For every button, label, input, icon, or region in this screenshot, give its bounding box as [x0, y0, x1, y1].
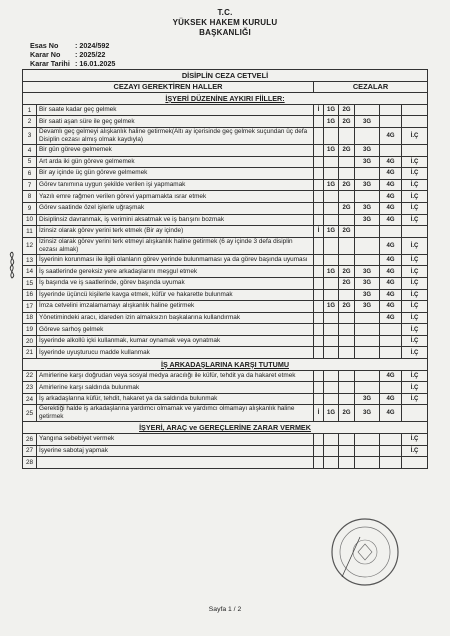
- discipline-penalty-table: [22, 69, 428, 469]
- row-number: 9: [23, 202, 37, 214]
- penalty-cell: 3G: [355, 144, 380, 156]
- table-row: [23, 214, 428, 226]
- row-number: 18: [23, 312, 37, 324]
- penalty-cell: [355, 168, 380, 180]
- penalty-cell: 4G: [380, 214, 402, 226]
- penalty-cell: 2G: [339, 405, 355, 422]
- penalty-cell: [339, 434, 355, 446]
- penalty-cell: [324, 445, 339, 457]
- table-row: [23, 335, 428, 347]
- penalty-cell: İ.Ç: [402, 347, 428, 359]
- penalty-cell: [324, 335, 339, 347]
- penalty-cell: [355, 191, 380, 203]
- offense-text: İş arkadaşlarına küfür, tehdit, hakaret ya da saldırıda bulunmak: [37, 393, 314, 405]
- row-number: 12: [23, 237, 37, 254]
- offense-text: Gerektiği halde iş arkadaşlarına yardımcı olmamak ve yardımcı olmamayı alışkanlık haline getirmek: [37, 405, 314, 422]
- row-number: 3: [23, 127, 37, 144]
- section-header-row: [23, 422, 428, 434]
- penalty-cell: İ: [314, 405, 324, 422]
- row-number: 27: [23, 445, 37, 457]
- table-row: [23, 434, 428, 446]
- row-number: 7: [23, 179, 37, 191]
- table-row: [23, 445, 428, 457]
- section-title: İŞYERİ, ARAÇ ve GEREÇLERİNE ZARAR VERMEK: [23, 422, 428, 434]
- row-number: 13: [23, 254, 37, 266]
- offense-text: Bir saati aşan süre ile geç gelmek: [37, 116, 314, 128]
- penalty-cell: [324, 214, 339, 226]
- penalty-cell: [314, 457, 324, 469]
- offense-text: İş saatlerinde gereksiz yere arkadaşlarını meşgul etmek: [37, 266, 314, 278]
- penalty-cell: [339, 168, 355, 180]
- penalty-cell: 1G: [324, 104, 339, 116]
- penalty-cell: 4G: [380, 179, 402, 191]
- penalty-cell: 4G: [380, 370, 402, 382]
- penalty-cell: 4G: [380, 289, 402, 301]
- penalty-cell: İ.Ç: [402, 179, 428, 191]
- row-number: 25: [23, 405, 37, 422]
- penalty-cell: 3G: [355, 289, 380, 301]
- penalty-cell: İ.Ç: [402, 168, 428, 180]
- penalty-cell: [324, 382, 339, 394]
- penalty-cell: 3G: [355, 393, 380, 405]
- offense-text: Art arda iki gün göreve gelmemek: [37, 156, 314, 168]
- penalty-cell: [339, 191, 355, 203]
- penalty-cell: İ.Ç: [402, 266, 428, 278]
- penalty-cell: [339, 254, 355, 266]
- header-tc: T.C.: [217, 8, 233, 17]
- table-row: [23, 324, 428, 336]
- table-title: DİSİPLİN CEZA CETVELİ: [23, 70, 428, 82]
- penalty-cell: İ.Ç: [402, 254, 428, 266]
- table-row: [23, 393, 428, 405]
- offense-text: İşyerinde uyuşturucu madde kullanmak: [37, 347, 314, 359]
- penalty-cell: 4G: [380, 254, 402, 266]
- penalty-cell: 1G: [324, 144, 339, 156]
- header-dept: BAŞKANLIĞI: [199, 28, 251, 37]
- offense-text: İmza cetvelini imzalamamayı alışkanlık haline getirmek: [37, 301, 314, 313]
- penalty-cell: [355, 434, 380, 446]
- penalty-cell: İ.Ç: [402, 289, 428, 301]
- penalty-cell: [324, 347, 339, 359]
- penalty-cell: [314, 335, 324, 347]
- penalty-cell: 3G: [355, 214, 380, 226]
- penalty-cell: [339, 382, 355, 394]
- penalty-cell: İ.Ç: [402, 277, 428, 289]
- row-number: 26: [23, 434, 37, 446]
- penalty-cell: [339, 156, 355, 168]
- penalty-cell: [339, 393, 355, 405]
- penalty-cell: [314, 144, 324, 156]
- row-number: 20: [23, 335, 37, 347]
- penalty-cell: 2G: [339, 116, 355, 128]
- section-header-row: [23, 93, 428, 105]
- penalty-cell: İ: [314, 104, 324, 116]
- penalty-cell: [314, 254, 324, 266]
- offense-text: Göreve sarhoş gelmek: [37, 324, 314, 336]
- penalty-cell: [324, 370, 339, 382]
- penalty-cell: [339, 214, 355, 226]
- penalty-cell: [314, 179, 324, 191]
- penalty-cell: İ: [314, 226, 324, 238]
- penalty-cell: [380, 434, 402, 446]
- offense-text: Amirlerine karşı doğrudan veya sosyal medya aracılığı ile küfür, tehdit ya da hakaret etmek: [37, 370, 314, 382]
- penalty-cell: 2G: [339, 104, 355, 116]
- penalty-cell: İ.Ç: [402, 434, 428, 446]
- penalty-cell: [339, 237, 355, 254]
- penalty-cell: [355, 312, 380, 324]
- row-number: 11: [23, 226, 37, 238]
- table-row: [23, 104, 428, 116]
- penalty-cell: [314, 324, 324, 336]
- penalty-cell: [355, 335, 380, 347]
- penalty-cell: [380, 226, 402, 238]
- section-title: İŞYERİ DÜZENİNE AYKIRI FİİLLER:: [23, 93, 428, 105]
- offense-text: Yönetimindeki aracı, idareden izin almaksızın başkalarına kullandırmak: [37, 312, 314, 324]
- penalty-cell: 3G: [355, 156, 380, 168]
- penalty-cell: [355, 254, 380, 266]
- offense-text: [37, 457, 314, 469]
- offense-text: İzinsiz olarak görev yerini terk etmek (Bir ay içinde): [37, 226, 314, 238]
- table-row: [23, 277, 428, 289]
- row-number: 1: [23, 104, 37, 116]
- penalty-cell: İ.Ç: [402, 370, 428, 382]
- penalty-cell: 1G: [324, 405, 339, 422]
- penalty-cell: 3G: [355, 301, 380, 313]
- penalty-cell: İ.Ç: [402, 335, 428, 347]
- penalty-cell: [314, 445, 324, 457]
- penalty-cell: [339, 347, 355, 359]
- penalty-cell: [402, 116, 428, 128]
- offense-text: Görev tanımına uygun şekilde verilen işi yapmamak: [37, 179, 314, 191]
- penalty-cell: [380, 335, 402, 347]
- meta-karar: Karar No : 2025/22: [30, 50, 106, 59]
- penalty-cell: [324, 393, 339, 405]
- penalty-cell: [339, 127, 355, 144]
- penalty-cell: [324, 127, 339, 144]
- handwritten-signature: [4, 250, 20, 280]
- penalty-cell: İ.Ç: [402, 237, 428, 254]
- penalty-cell: [380, 144, 402, 156]
- table-row: [23, 289, 428, 301]
- penalty-cell: 2G: [339, 266, 355, 278]
- col-header-left: CEZAYI GEREKTİREN HALLER: [23, 81, 314, 93]
- penalty-cell: [339, 312, 355, 324]
- table-row: [23, 370, 428, 382]
- penalty-cell: [355, 226, 380, 238]
- penalty-cell: [324, 202, 339, 214]
- penalty-cell: 3G: [355, 266, 380, 278]
- penalty-cell: 4G: [380, 237, 402, 254]
- penalty-cell: [355, 457, 380, 469]
- penalty-cell: İ.Ç: [402, 301, 428, 313]
- penalty-cell: 4G: [380, 168, 402, 180]
- row-number: 5: [23, 156, 37, 168]
- row-number: 16: [23, 289, 37, 301]
- penalty-cell: 4G: [380, 202, 402, 214]
- penalty-cell: [324, 457, 339, 469]
- row-number: 4: [23, 144, 37, 156]
- table-row: [23, 226, 428, 238]
- page-number: Sayfa 1 / 2: [208, 606, 242, 613]
- offense-text: İşyerine sabotaj yapmak: [37, 445, 314, 457]
- penalty-cell: [324, 254, 339, 266]
- row-number: 14: [23, 266, 37, 278]
- penalty-cell: [339, 445, 355, 457]
- offense-text: Disiplinsiz davranmak, iş verimini aksatmak ve iş barışını bozmak: [37, 214, 314, 226]
- table-row: [23, 116, 428, 128]
- penalty-cell: [402, 104, 428, 116]
- penalty-cell: 1G: [324, 226, 339, 238]
- table-row: [23, 312, 428, 324]
- penalty-cell: [402, 405, 428, 422]
- offense-text: Bir saate kadar geç gelmek: [37, 104, 314, 116]
- header-org: YÜKSEK HAKEM KURULU: [172, 18, 278, 27]
- penalty-cell: [314, 382, 324, 394]
- penalty-cell: [380, 382, 402, 394]
- row-number: 15: [23, 277, 37, 289]
- row-number: 17: [23, 301, 37, 313]
- row-number: 21: [23, 347, 37, 359]
- row-number: 10: [23, 214, 37, 226]
- penalty-cell: [402, 144, 428, 156]
- table-row: [23, 347, 428, 359]
- penalty-cell: 4G: [380, 127, 402, 144]
- table-row: [23, 382, 428, 394]
- penalty-cell: İ.Ç: [402, 445, 428, 457]
- penalty-cell: [402, 457, 428, 469]
- offense-text: İzinsiz olarak görev yerini terk etmeyi alışkanlık haline getirmek (6 ay içinde 3 defa disiplin cezası almak): [37, 237, 314, 254]
- penalty-cell: [324, 289, 339, 301]
- table-row: [23, 144, 428, 156]
- penalty-cell: [380, 104, 402, 116]
- penalty-cell: 2G: [339, 226, 355, 238]
- penalty-cell: 4G: [380, 277, 402, 289]
- offense-text: Bir ay içinde üç gün göreve gelmemek: [37, 168, 314, 180]
- penalty-cell: [380, 445, 402, 457]
- table-row: [23, 191, 428, 203]
- penalty-cell: 4G: [380, 301, 402, 313]
- penalty-cell: 2G: [339, 277, 355, 289]
- section-header-row: [23, 359, 428, 371]
- offense-text: Amirlerine karşı saldırıda bulunmak: [37, 382, 314, 394]
- penalty-cell: [324, 324, 339, 336]
- table-row: [23, 202, 428, 214]
- penalty-cell: [339, 324, 355, 336]
- penalty-cell: [339, 335, 355, 347]
- penalty-cell: [339, 457, 355, 469]
- offense-text: İş başında ve iş saatlerinde, görev başında uyumak: [37, 277, 314, 289]
- penalty-cell: [314, 277, 324, 289]
- penalty-cell: [314, 202, 324, 214]
- penalty-cell: [355, 382, 380, 394]
- table-row: [23, 405, 428, 422]
- penalty-cell: [314, 191, 324, 203]
- penalty-cell: [324, 434, 339, 446]
- penalty-cell: [324, 191, 339, 203]
- penalty-cell: 4G: [380, 191, 402, 203]
- penalty-cell: İ.Ç: [402, 312, 428, 324]
- penalty-cell: 1G: [324, 116, 339, 128]
- penalty-cell: [314, 237, 324, 254]
- penalty-cell: İ.Ç: [402, 191, 428, 203]
- penalty-cell: [314, 127, 324, 144]
- penalty-cell: [314, 289, 324, 301]
- penalty-cell: [314, 393, 324, 405]
- penalty-cell: 3G: [355, 116, 380, 128]
- table-row: [23, 237, 428, 254]
- penalty-cell: 4G: [380, 312, 402, 324]
- penalty-cell: İ.Ç: [402, 127, 428, 144]
- penalty-cell: [355, 324, 380, 336]
- offense-text: Yazılı emre rağmen verilen görevi yapmamakta ısrar etmek: [37, 191, 314, 203]
- penalty-cell: [314, 266, 324, 278]
- row-number: 23: [23, 382, 37, 394]
- penalty-cell: 2G: [339, 202, 355, 214]
- penalty-cell: 2G: [339, 301, 355, 313]
- penalty-cell: [324, 277, 339, 289]
- offense-text: İşyerinde alkollü içki kullanmak, kumar oynamak veya oynatmak: [37, 335, 314, 347]
- penalty-cell: 1G: [324, 301, 339, 313]
- penalty-cell: [324, 312, 339, 324]
- table-row: [23, 301, 428, 313]
- row-number: 6: [23, 168, 37, 180]
- table-row: [23, 457, 428, 469]
- row-number: 2: [23, 116, 37, 128]
- penalty-cell: [380, 347, 402, 359]
- penalty-cell: 4G: [380, 156, 402, 168]
- penalty-cell: [339, 289, 355, 301]
- penalty-cell: [314, 156, 324, 168]
- offense-text: İşyerinin korunması ile ilgili olanların görev yerinde bulunmaması ya da görev başında uyuması: [37, 254, 314, 266]
- row-number: 19: [23, 324, 37, 336]
- penalty-cell: [339, 370, 355, 382]
- row-number: 8: [23, 191, 37, 203]
- penalty-cell: İ.Ç: [402, 393, 428, 405]
- penalty-cell: 3G: [355, 277, 380, 289]
- offense-text: Yangına sebebiyet vermek: [37, 434, 314, 446]
- table-row: [23, 168, 428, 180]
- meta-esas: Esas No : 2024/592: [30, 41, 110, 50]
- penalty-cell: İ.Ç: [402, 214, 428, 226]
- penalty-cell: [324, 168, 339, 180]
- offense-text: Devamlı geç gelmeyi alışkanlık haline getirmek(Altı ay içerisinde geç gelmek suçundan üç defa Disiplin cezası almış olmak kaydıyla): [37, 127, 314, 144]
- table-row: [23, 127, 428, 144]
- official-seal-stamp: [330, 517, 400, 587]
- table-row: [23, 179, 428, 191]
- penalty-cell: 2G: [339, 144, 355, 156]
- penalty-cell: [314, 116, 324, 128]
- penalty-cell: [380, 457, 402, 469]
- penalty-cell: [314, 168, 324, 180]
- row-number: 22: [23, 370, 37, 382]
- penalty-cell: [402, 226, 428, 238]
- table-header-row: [23, 81, 428, 93]
- offense-text: Görev saatinde özel işlerle uğraşmak: [37, 202, 314, 214]
- penalty-cell: 3G: [355, 179, 380, 191]
- meta-tarih: Karar Tarihi : 16.01.2025: [30, 59, 116, 68]
- penalty-cell: [314, 312, 324, 324]
- penalty-cell: 1G: [324, 266, 339, 278]
- penalty-cell: 4G: [380, 405, 402, 422]
- col-header-right: CEZALAR: [314, 81, 428, 93]
- table-row: [23, 254, 428, 266]
- penalty-cell: [355, 237, 380, 254]
- penalty-cell: [314, 347, 324, 359]
- penalty-cell: [355, 347, 380, 359]
- penalty-cell: 3G: [355, 202, 380, 214]
- section-title: İŞ ARKADAŞLARINA KARŞI TUTUMU: [23, 359, 428, 371]
- penalty-cell: [314, 301, 324, 313]
- table-title-row: [23, 70, 428, 82]
- penalty-cell: [314, 214, 324, 226]
- penalty-cell: İ.Ç: [402, 324, 428, 336]
- penalty-cell: [380, 116, 402, 128]
- offense-text: İşyerinde üçüncü kişilerle kavga etmek, küfür ve hakarette bulunmak: [37, 289, 314, 301]
- penalty-cell: [314, 370, 324, 382]
- penalty-cell: 3G: [355, 405, 380, 422]
- penalty-cell: İ.Ç: [402, 202, 428, 214]
- row-number: 28: [23, 457, 37, 469]
- table-row: [23, 156, 428, 168]
- penalty-cell: 4G: [380, 393, 402, 405]
- penalty-cell: [324, 156, 339, 168]
- penalty-cell: [355, 370, 380, 382]
- penalty-cell: [380, 324, 402, 336]
- penalty-cell: 1G: [324, 179, 339, 191]
- penalty-cell: [355, 104, 380, 116]
- penalty-cell: 2G: [339, 179, 355, 191]
- penalty-cell: [355, 445, 380, 457]
- penalty-cell: [324, 237, 339, 254]
- penalty-cell: İ.Ç: [402, 156, 428, 168]
- offense-text: Bir gün göreve gelmemek: [37, 144, 314, 156]
- penalty-cell: 4G: [380, 266, 402, 278]
- row-number: 24: [23, 393, 37, 405]
- penalty-cell: [355, 127, 380, 144]
- table-row: [23, 266, 428, 278]
- penalty-cell: [314, 434, 324, 446]
- penalty-cell: İ.Ç: [402, 382, 428, 394]
